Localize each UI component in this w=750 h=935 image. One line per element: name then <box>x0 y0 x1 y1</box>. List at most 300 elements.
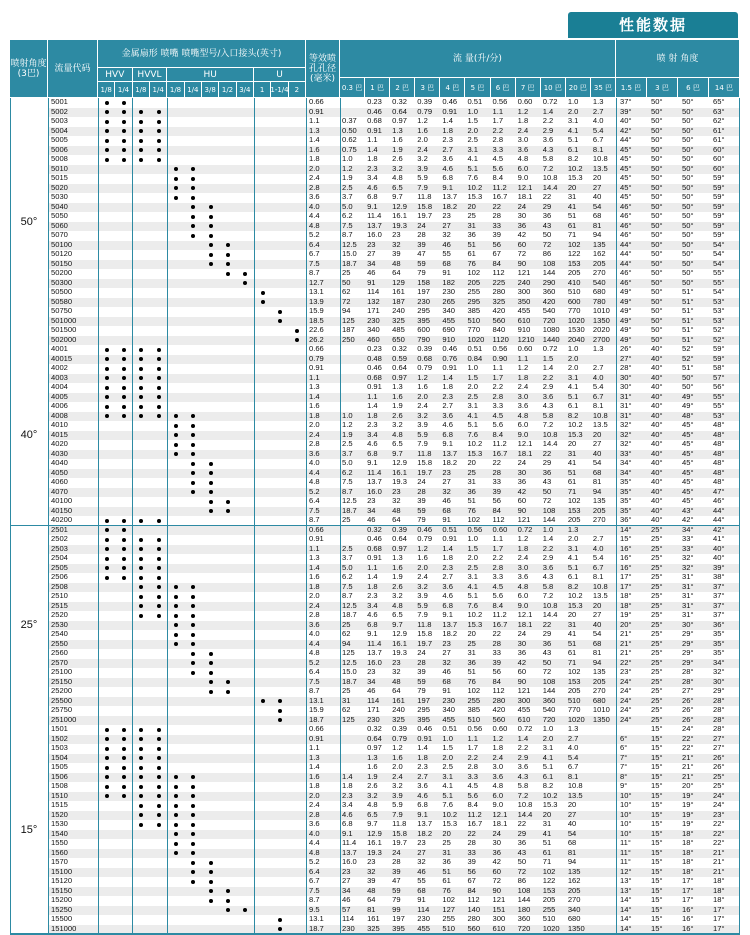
flow-cell: 600 <box>567 296 581 306</box>
flow-cell: 6.8 <box>342 819 353 828</box>
flow-cell: 280 <box>492 695 506 705</box>
flow-cell: 9.1 <box>367 201 378 211</box>
availability-dot <box>157 585 161 589</box>
flow-cell: 3.7 <box>342 192 353 201</box>
flow-cell: 2.0 <box>467 553 479 562</box>
flow-cell: 18.7 <box>342 258 357 268</box>
flow-cell: 16.0 <box>367 230 382 239</box>
flow-cell: 55 <box>442 249 451 258</box>
orifice-cell: 2.4 <box>309 600 320 610</box>
flow-cell: 4.1 <box>567 382 579 391</box>
flow-cell: 780 <box>592 296 606 306</box>
angle-cell: 45° <box>682 420 694 429</box>
orifice-cell: 4.8 <box>309 477 320 486</box>
flow-cell: 61 <box>567 648 577 657</box>
flow-cell: 112 <box>492 686 505 695</box>
angle-cell: 45° <box>682 448 694 458</box>
equiv-orifice-header: 等效喷孔孔径(毫米) <box>306 40 340 98</box>
angle-cell: 50° <box>651 97 663 106</box>
flow-code-cell: 15500 <box>51 914 73 923</box>
flow-cell: 2.2 <box>467 752 479 762</box>
flow-cell: 22 <box>542 448 552 458</box>
flow-cell: 1.2 <box>417 543 428 553</box>
angle-cell: 50° <box>651 211 663 220</box>
flow-cell: 15.3 <box>467 619 483 629</box>
flow-cell: 25 <box>467 467 476 477</box>
angle-cell: 48° <box>713 448 725 458</box>
flow-cell: 1.2 <box>492 733 504 743</box>
orifice-cell: 5.2 <box>309 230 320 239</box>
angle-cell: 25° <box>713 771 725 781</box>
flow-cell: 14.4 <box>542 439 558 448</box>
flow-cell: 5.1 <box>467 591 479 600</box>
flow-cell: 1.1 <box>367 135 378 144</box>
flow-cell: 48 <box>392 505 401 515</box>
flow-cell: 60 <box>517 496 527 505</box>
flow-cell: 6.7 <box>592 391 604 401</box>
angle-cell: 19° <box>682 800 694 809</box>
group-angle-label: 15° <box>10 725 48 934</box>
flow-cell: 16.0 <box>367 486 382 496</box>
angle-cell: 28° <box>713 705 725 714</box>
flow-cell <box>341 374 365 384</box>
flow-cell: 205 <box>567 268 581 277</box>
flow-cell: 2.7 <box>442 144 453 154</box>
flow-cell: 1.9 <box>342 173 353 182</box>
flow-cell: 91 <box>367 277 376 287</box>
flow-cell: 153 <box>567 676 581 686</box>
flow-cell: 680 <box>592 287 606 296</box>
flow-cell: 31 <box>567 448 577 458</box>
flow-cell: 14.4 <box>542 182 558 192</box>
availability-dot <box>157 747 161 751</box>
angle-cell: 35° <box>713 629 725 638</box>
angle-cell: 51° <box>682 296 694 306</box>
flow-cell <box>341 744 365 754</box>
flow-cell: 29 <box>542 629 552 638</box>
flow-cell: 1.0 <box>442 733 453 743</box>
flow-cell <box>341 345 365 355</box>
flow-cell: 6.1 <box>567 401 579 410</box>
angle-cell: 45° <box>682 458 694 467</box>
availability-dot <box>105 129 109 133</box>
flow-cell: 61 <box>542 847 552 857</box>
flow-cell <box>341 735 365 745</box>
flow-cell: 2.0 <box>467 382 479 391</box>
flow-cell: 4.1 <box>567 125 579 135</box>
orifice-cell: 1.1 <box>309 372 320 382</box>
flow-cell: 2.5 <box>342 439 353 448</box>
flow-cell: 225 <box>492 277 506 287</box>
flow-cell: 1.3 <box>392 125 403 135</box>
flow-cell: 0.91 <box>442 534 458 543</box>
inlet-size-6: 3/8 <box>202 82 219 98</box>
flow-cell: 36 <box>517 220 527 230</box>
flow-cell: 1.4 <box>542 534 554 543</box>
flow-cell: 7.2 <box>542 420 554 429</box>
flow-cell: 39 <box>417 667 426 676</box>
flow-cell: 71 <box>567 230 577 239</box>
flow-cell: 46 <box>442 667 451 676</box>
flow-cell: 13.7 <box>417 819 433 828</box>
flow-cell: 1.5 <box>442 743 453 752</box>
flow-cell: 28 <box>417 230 426 239</box>
flow-cell: 10.8 <box>542 173 558 182</box>
flow-cell: 19.3 <box>367 847 382 857</box>
flow-cell: 46 <box>367 515 376 524</box>
flow-cell: 20 <box>567 610 577 619</box>
flow-cell: 22 <box>517 819 527 828</box>
flow-cell: 40 <box>592 619 602 629</box>
flow-cell: 770 <box>567 306 581 315</box>
flow-cell: 4.0 <box>567 743 579 752</box>
flow-cell: 1.2 <box>517 363 529 372</box>
availability-dot <box>122 576 126 580</box>
flow-cell: 3.3 <box>492 144 504 154</box>
angle-cell: 19° <box>620 610 632 619</box>
flow-cell: 81 <box>567 847 577 857</box>
flow-cell: 4.0 <box>592 372 604 382</box>
flow-cell: 24 <box>417 648 426 657</box>
flow-cell: 6.8 <box>367 448 378 458</box>
flow-cell: 3.3 <box>492 572 504 581</box>
flow-cell: 5.9 <box>417 429 428 439</box>
flow-cell: 0.79 <box>392 733 407 743</box>
angle-cell: 26° <box>620 344 632 353</box>
flow-cell: 39 <box>467 857 476 866</box>
flow-cell: 610 <box>517 315 531 325</box>
angle-cell: 34° <box>682 524 694 534</box>
angle-cell: 25° <box>651 619 663 629</box>
angle-cell: 40° <box>651 391 663 401</box>
flow-cell: 455 <box>442 315 456 325</box>
flow-cell: 30 <box>517 211 527 220</box>
flow-cell: 19.3 <box>392 648 407 657</box>
flow-code-cell: 4010 <box>51 420 68 429</box>
flow-cell: 2.9 <box>542 553 554 562</box>
orifice-cell: 13.1 <box>309 914 324 923</box>
angle-cell: 37° <box>620 97 632 106</box>
flow-cell: 8.1 <box>592 572 604 581</box>
availability-dot <box>122 785 126 789</box>
orifice-cell: 6.4 <box>309 496 320 505</box>
angle-cell: 50° <box>682 201 694 211</box>
availability-dot <box>278 310 282 314</box>
flow-code-cell: 1520 <box>51 809 68 819</box>
pressure-5: 5 巴 <box>465 78 490 98</box>
availability-dot <box>174 595 178 599</box>
flow-cell: 72 <box>517 866 527 876</box>
angle-cell: 26° <box>713 762 725 771</box>
angle-cell: 27° <box>713 743 725 752</box>
flow-cell: 15.8 <box>417 629 433 638</box>
flow-cell: 1.3 <box>392 382 403 391</box>
flow-cell: 1.8 <box>517 116 529 125</box>
flow-cell: 3.6 <box>517 762 529 771</box>
flow-cell <box>592 801 616 811</box>
flow-cell: 2.8 <box>467 762 479 771</box>
orifice-cell: 7.5 <box>309 885 320 895</box>
availability-dot <box>209 234 213 238</box>
column-separator <box>98 98 99 934</box>
flow-cell: 680 <box>592 695 606 705</box>
angle-cell: 27° <box>713 733 725 743</box>
availability-dot <box>209 680 213 684</box>
flow-cell <box>341 393 365 403</box>
flow-cell: 0.68 <box>367 543 382 553</box>
flow-cell: 1010 <box>592 306 610 315</box>
flow-cell: 12.5 <box>342 600 357 610</box>
angle-cell: 25° <box>713 781 725 790</box>
angle-cell: 31° <box>620 391 632 401</box>
angle-cell: 25° <box>651 543 663 553</box>
flow-cell: 50 <box>542 230 552 239</box>
angle-cell: 49° <box>620 306 632 315</box>
flow-cell: 91 <box>417 895 426 904</box>
angle-cell: 48° <box>713 420 725 429</box>
flow-cell: 4.6 <box>342 809 353 819</box>
flow-cell: 61 <box>567 220 577 230</box>
angle-cell: 60° <box>713 144 725 154</box>
flow-cell: 0.46 <box>442 344 458 353</box>
flow-cell: 1.8 <box>517 372 529 382</box>
flow-cell: 81 <box>592 477 602 486</box>
flow-cell: 16.1 <box>392 211 407 220</box>
flow-cell: 180 <box>517 904 531 914</box>
angle-cell: 17° <box>682 885 694 895</box>
flow-code-cell: 1505 <box>51 762 68 771</box>
flow-cell: 28 <box>492 211 501 220</box>
flow-cell: 102 <box>467 515 481 524</box>
availability-dot <box>157 386 161 390</box>
flow-cell: 39 <box>392 866 401 876</box>
orifice-cell: 8.7 <box>309 268 320 277</box>
flow-code-cell: 1503 <box>51 743 68 752</box>
flow-cell: 91 <box>442 515 451 524</box>
flow-cell: 32 <box>392 667 401 676</box>
flow-cell: 81 <box>367 904 376 914</box>
angle-cell: 59° <box>713 220 725 230</box>
flow-cell: 47 <box>417 249 426 258</box>
flow-cell: 6.0 <box>492 790 504 800</box>
flow-cell: 121 <box>517 686 531 695</box>
flow-cell: 600 <box>417 325 430 334</box>
flow-cell: 18.7 <box>342 505 357 515</box>
flow-cell: 255 <box>442 914 456 923</box>
flow-cell: 187 <box>342 325 355 334</box>
angle-cell: 47° <box>713 486 725 496</box>
flow-cell: 1.9 <box>392 572 403 581</box>
angle-cell: 23° <box>713 809 725 819</box>
flow-cell: 48 <box>392 676 401 686</box>
angle-cell: 15° <box>651 743 663 752</box>
flow-cell: 0.37 <box>342 116 357 125</box>
angle-cell: 49° <box>620 334 632 344</box>
availability-dot <box>105 110 109 114</box>
angle-cell: 50° <box>651 201 663 211</box>
angle-cell: 52° <box>713 334 725 344</box>
angle-cell: 45° <box>620 144 632 154</box>
angle-cell: 51° <box>682 363 694 372</box>
flow-code-cell: 2506 <box>51 572 68 581</box>
availability-dot <box>122 747 126 751</box>
flow-cell: 94 <box>342 306 351 315</box>
flow-cell: 2.3 <box>342 790 353 800</box>
flow-cell: 23 <box>367 239 376 249</box>
flow-cell: 295 <box>467 296 481 306</box>
flow-cell: 161 <box>392 287 405 296</box>
flow-cell: 10.8 <box>517 800 533 809</box>
availability-dot <box>105 785 109 789</box>
flow-cell: 9.1 <box>367 629 378 638</box>
flow-cell: 12.9 <box>392 629 407 638</box>
flow-cell: 3.0 <box>517 135 529 144</box>
availability-dot <box>122 139 126 143</box>
flow-cell: 7.6 <box>467 173 479 182</box>
angle-cell: 20° <box>620 619 632 629</box>
flow-code-cell: 4003 <box>51 372 68 382</box>
flow-cell: 4.1 <box>442 781 453 790</box>
flow-cell: 144 <box>542 515 556 524</box>
flow-cell: 205 <box>567 686 581 695</box>
angle-cell: 50° <box>682 239 694 249</box>
angle-cell: 6° <box>620 733 628 743</box>
angle-cell: 40° <box>651 496 663 505</box>
angle-cell: 42° <box>713 524 725 534</box>
angle-cell: 8° <box>620 771 628 781</box>
flow-cell: 8.2 <box>567 154 579 163</box>
availability-dot <box>105 101 109 105</box>
flow-cell: 1.7 <box>492 372 504 382</box>
angle-cell: 18° <box>682 828 694 838</box>
flow-cell: 84 <box>492 676 501 686</box>
orifice-cell: 2.8 <box>309 610 320 619</box>
flow-cell: 39 <box>367 876 376 885</box>
flow-cell: 0.62 <box>342 135 357 144</box>
column-separator <box>132 98 133 934</box>
flow-cell: 57 <box>342 904 351 914</box>
orifice-cell: 2.4 <box>309 173 320 182</box>
flow-cell: 9.7 <box>367 819 378 828</box>
table-right-border <box>739 98 740 934</box>
orifice-cell: 5.2 <box>309 657 320 667</box>
nozzle-group-header: 金属扇形 喷嘴 喷嘴型号/入口接头(英寸) <box>98 40 306 68</box>
flow-cell: 36 <box>542 211 552 220</box>
angle-cell: 50° <box>651 116 663 125</box>
flow-code-cell: 50120 <box>51 249 73 258</box>
flow-cell: 102 <box>467 268 481 277</box>
angle-cell: 50° <box>682 372 694 382</box>
flow-cell: 2.2 <box>517 743 529 752</box>
flow-cell: 3.6 <box>442 154 453 163</box>
angle-cell: 18° <box>620 600 632 610</box>
orifice-cell: 1.4 <box>309 562 320 572</box>
flow-cell: 144 <box>542 268 556 277</box>
flow-cell: 22 <box>492 201 501 211</box>
spray-angle-right-header: 喷 射 角度 <box>616 40 740 78</box>
flow-cell: 205 <box>592 258 606 268</box>
flow-cell: 255 <box>467 287 481 296</box>
availability-dot <box>157 794 161 798</box>
flow-cell: 31 <box>567 192 577 201</box>
flow-cell: 15.0 <box>342 249 357 258</box>
flow-cell: 10.2 <box>567 420 583 429</box>
orifice-cell: 18.7 <box>309 923 324 933</box>
flow-cell: 2.4 <box>492 752 504 762</box>
availability-dot <box>105 576 109 580</box>
flow-cell: 230 <box>367 714 380 724</box>
flow-cell: 2.7 <box>417 771 428 781</box>
flow-cell: 0.75 <box>342 144 357 154</box>
flow-cell: 7.5 <box>342 477 353 486</box>
flow-cell: 385 <box>467 705 481 714</box>
availability-dot <box>157 804 161 808</box>
flow-cell: 4.6 <box>417 790 428 800</box>
flow-cell: 3.6 <box>492 771 504 781</box>
flow-cell: 33 <box>492 220 501 230</box>
flow-cell: 135 <box>592 496 606 505</box>
flow-cell: 11.8 <box>417 619 432 629</box>
flow-cell: 56 <box>492 496 501 505</box>
flow-code-cell: 501500 <box>51 325 77 334</box>
flow-cell: 9.1 <box>367 458 378 467</box>
flow-cell: 910 <box>517 325 531 334</box>
flow-cell: 13.7 <box>442 448 458 458</box>
availability-dot <box>226 253 230 257</box>
orifice-cell: 2.0 <box>309 591 320 600</box>
angle-cell: 16° <box>682 923 694 933</box>
flow-cell: 50 <box>542 486 552 496</box>
orifice-cell: 8.7 <box>309 686 320 695</box>
flow-code-cell: 4030 <box>51 448 68 458</box>
flow-cell: 64 <box>392 515 401 524</box>
angle-cell: 42° <box>620 125 632 135</box>
availability-dot <box>209 224 213 228</box>
angle-cell: 15° <box>651 847 663 857</box>
flow-cell: 28 <box>417 657 426 667</box>
flow-cell: 12.1 <box>517 182 533 192</box>
flow-cell: 36 <box>467 486 476 496</box>
flow-cell: 43 <box>517 847 527 857</box>
flow-cell: 0.97 <box>392 372 407 382</box>
flow-cell: 61 <box>567 477 577 486</box>
flow-cell: 60 <box>492 866 501 876</box>
angle-cell: 62° <box>713 116 725 125</box>
availability-dot <box>226 500 230 504</box>
flow-cell: 23 <box>392 230 401 239</box>
angle-cell: 40° <box>713 543 725 553</box>
flow-cell: 67 <box>492 249 501 258</box>
angle-cell: 15° <box>651 895 663 904</box>
flow-cell: 1.4 <box>342 771 353 781</box>
angle-cell: 51° <box>682 325 694 334</box>
flow-cell: 51 <box>467 667 476 676</box>
group-angle-label: 50° <box>10 98 48 345</box>
availability-dot <box>105 519 109 523</box>
flow-cell: 0.32 <box>392 97 407 106</box>
flow-cell: 108 <box>542 676 556 686</box>
angle-cell: 50° <box>651 173 663 182</box>
performance-table <box>10 40 740 933</box>
pressure-2: 2 巴 <box>390 78 415 98</box>
pressure-9: 20 巴 <box>566 78 591 98</box>
angle-pressure-3: 14 巴 <box>709 78 740 98</box>
angle-cell: 45° <box>620 182 632 192</box>
angle-cell: 13° <box>620 885 632 895</box>
flow-cell: 20 <box>567 182 577 192</box>
flow-cell: 2.3 <box>367 591 378 600</box>
angle-cell: 51° <box>682 315 694 325</box>
